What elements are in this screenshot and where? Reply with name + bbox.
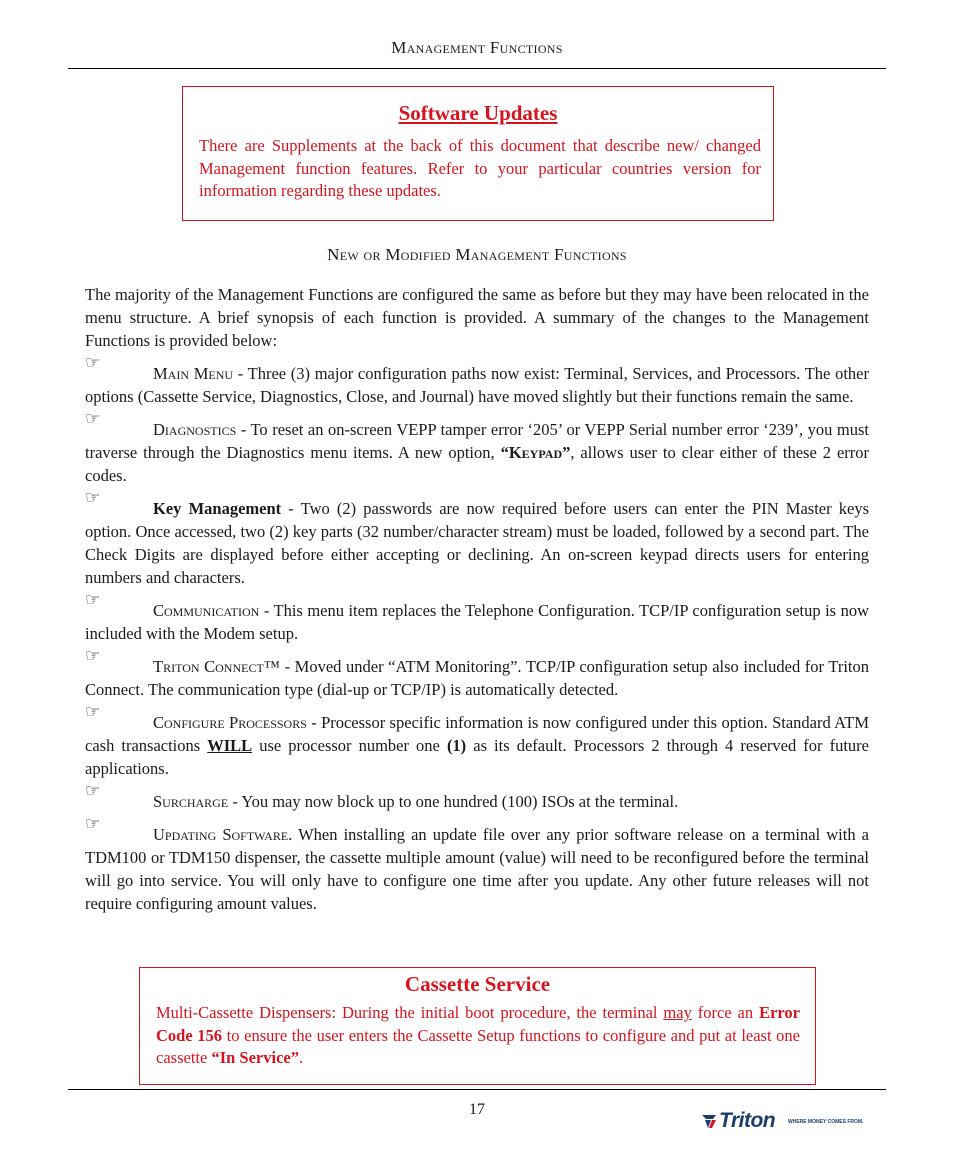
will-emphasis: WILL — [207, 736, 253, 755]
pointing-hand-icon: ☞ — [85, 702, 101, 722]
list-item-triton-connect — [85, 646, 869, 701]
pointing-hand-icon: ☞ — [85, 646, 101, 666]
software-updates-body: There are Supplements at the back of this document that describe new/ changed Management function features. Refer to your particular countries version for information regarding these updates. — [199, 136, 761, 200]
item-text: - Processor specific information is now configured under this option. Standard ATM cash transactions — [85, 713, 869, 755]
keypad-keyword: “Keypad” — [500, 443, 571, 462]
triton-mark-icon — [700, 1112, 718, 1130]
callout-text: Multi-Cassette Dispensers: During the initial boot procedure, the terminal — [156, 1003, 664, 1022]
intro-paragraph: The majority of the Management Functions are configured the same as before but they may have been relocated in the menu structure. A brief synopsis of each function is provided. A summary of the changes to the Management Functions is provided below: — [85, 285, 869, 350]
item-lead: Triton Connect™ — [153, 657, 280, 676]
header-rule — [68, 68, 886, 69]
item-text: - You may now block up to one hundred (100) ISOs at the terminal. — [228, 792, 679, 811]
main-content — [85, 283, 869, 924]
section-title: New or Modified Management Functions — [327, 245, 627, 264]
item-text: - Two (2) passwords are now required before users can enter the PIN Master keys option. Once accessed, two (2) key parts (32 number/character stream) must be loaded, followed by a second part. The Check Digits are displayed before either accepting or declining. An on-screen keypad directs users for entering numbers and characters. — [85, 499, 869, 587]
error-code-emphasis: Error Code 156 — [156, 1003, 800, 1045]
may-emphasis: may — [663, 1003, 692, 1022]
item-lead: Communication — [153, 601, 260, 620]
pointing-hand-icon: ☞ — [85, 488, 101, 508]
item-text: use processor number one — [252, 736, 447, 755]
item-text: as its default. Processors 2 through 4 reserved for future applications. — [85, 736, 869, 778]
cassette-service-title: Cassette Service — [404, 972, 551, 996]
pointing-hand-icon: ☞ — [85, 814, 101, 834]
software-updates-title: Software Updates — [398, 101, 558, 125]
list-item-diagnostics — [85, 409, 869, 487]
list-item-configure-processors — [85, 702, 869, 780]
item-lead: Main Menu — [153, 364, 234, 383]
cassette-service-body — [156, 1002, 800, 1070]
item-text: When installing an update file over any prior software release on a terminal with a TDM100 or TDM150 dispenser, the cassette multiple amount (value) will need to be reconfigured before the terminal will go into service. You will only have to configure one time after you update. Any other future releases will not require configuring amount values. — [85, 825, 869, 913]
triton-logo — [700, 1110, 870, 1134]
cassette-service-callout — [139, 967, 816, 1085]
in-service-emphasis: “In Service” — [211, 1048, 299, 1067]
item-lead: Key Management — [153, 499, 282, 518]
callout-text: . — [298, 1048, 304, 1067]
footer-rule — [68, 1089, 886, 1090]
pointing-hand-icon: ☞ — [85, 353, 101, 373]
item-lead: Diagnostics — [153, 420, 237, 439]
list-item-key-management — [85, 488, 869, 589]
list-item-main-menu — [85, 353, 869, 408]
callout-text: to ensure the user enters the Cassette Setup functions to configure and put at least one cassette — [156, 1025, 800, 1067]
list-item-communication — [85, 590, 869, 645]
list-item-surcharge — [85, 781, 869, 813]
list-item-updating-software — [85, 814, 869, 915]
pointing-hand-icon: ☞ — [85, 781, 101, 801]
item-lead: Surcharge — [153, 792, 229, 811]
item-text: - To reset an on-screen VEPP tamper error ‘205’ or VEPP Serial number error ‘239’, you must traverse through the Diagnostics menu items. A new option, — [85, 420, 869, 462]
callout-text: force an — [691, 1003, 760, 1022]
item-lead: Updating Software. — [153, 825, 293, 844]
item-text: - Moved under “ATM Monitoring”. TCP/IP configuration setup also included for Triton Connect. The communication type (dial-up or TCP/IP) is automatically detected. — [85, 657, 869, 699]
page-number: 17 — [469, 1101, 485, 1118]
software-updates-callout — [182, 86, 774, 221]
item-text: - This menu item replaces the Telephone Configuration. TCP/IP configuration setup is now included with the Modem setup. — [85, 601, 869, 643]
pointing-hand-icon: ☞ — [85, 590, 101, 610]
item-text: , allows user to clear either of these 2 error codes. — [85, 443, 869, 485]
processor-one-emphasis: (1) — [446, 736, 467, 755]
pointing-hand-icon: ☞ — [85, 409, 101, 429]
running-header: Management Functions — [391, 38, 563, 57]
item-text: - Three (3) major configuration paths now exist: Terminal, Services, and Processors. The other options (Cassette Service, Diagnostics, Close, and Journal) have moved slightly but their functions remain the same. — [85, 364, 869, 406]
logo-wordmark: Triton — [719, 1109, 776, 1132]
item-lead: Configure Processors — [153, 713, 307, 732]
logo-tagline: WHERE MONEY COMES FROM. — [788, 1119, 864, 1125]
